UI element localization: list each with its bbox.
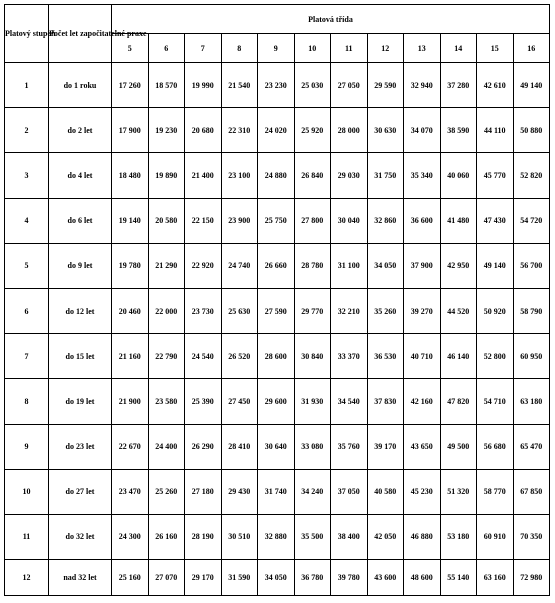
row-praxe: do 32 let (49, 514, 112, 559)
salary-cell: 19 780 (112, 243, 149, 288)
salary-cell: 47 820 (440, 379, 477, 424)
salary-cell: 21 160 (112, 334, 149, 379)
salary-cell: 23 580 (148, 379, 185, 424)
table-row (5, 153, 550, 198)
row-stupen: 10 (5, 469, 49, 514)
salary-cell: 58 790 (513, 288, 550, 333)
class-header: 11 (331, 34, 368, 63)
salary-cell: 26 160 (148, 514, 185, 559)
salary-cell: 42 610 (477, 63, 514, 108)
salary-cell: 32 940 (404, 63, 441, 108)
row-stupen: 12 (5, 560, 49, 596)
row-praxe: do 23 let (49, 424, 112, 469)
salary-cell: 25 920 (294, 108, 331, 153)
salary-cell: 38 590 (440, 108, 477, 153)
row-praxe: do 27 let (49, 469, 112, 514)
salary-cell: 25 030 (294, 63, 331, 108)
row-praxe: do 6 let (49, 198, 112, 243)
salary-cell: 32 210 (331, 288, 368, 333)
salary-cell: 48 600 (404, 560, 441, 596)
salary-cell: 21 400 (185, 153, 222, 198)
row-stupen: 9 (5, 424, 49, 469)
class-header: 8 (221, 34, 258, 63)
salary-cell: 18 570 (148, 63, 185, 108)
salary-cell: 67 850 (513, 469, 550, 514)
salary-cell: 54 710 (477, 379, 514, 424)
salary-cell: 39 170 (367, 424, 404, 469)
salary-cell: 35 340 (404, 153, 441, 198)
salary-cell: 21 540 (221, 63, 258, 108)
salary-cell: 27 450 (221, 379, 258, 424)
salary-cell: 35 500 (294, 514, 331, 559)
salary-cell: 28 410 (221, 424, 258, 469)
table-row (5, 243, 550, 288)
row-stupen: 1 (5, 63, 49, 108)
row-stupen: 6 (5, 288, 49, 333)
salary-cell: 26 660 (258, 243, 295, 288)
salary-cell: 44 520 (440, 288, 477, 333)
salary-cell: 33 370 (331, 334, 368, 379)
salary-cell: 24 880 (258, 153, 295, 198)
salary-cell: 37 050 (331, 469, 368, 514)
salary-cell: 20 460 (112, 288, 149, 333)
salary-cell: 44 110 (477, 108, 514, 153)
class-header: 10 (294, 34, 331, 63)
row-stupen: 5 (5, 243, 49, 288)
salary-cell: 34 540 (331, 379, 368, 424)
salary-cell: 30 630 (367, 108, 404, 153)
salary-cell: 19 140 (112, 198, 149, 243)
salary-cell: 26 840 (294, 153, 331, 198)
salary-cell: 51 320 (440, 469, 477, 514)
salary-cell: 34 050 (367, 243, 404, 288)
salary-cell: 22 920 (185, 243, 222, 288)
salary-cell: 36 600 (404, 198, 441, 243)
table-row (5, 108, 550, 153)
salary-cell: 25 750 (258, 198, 295, 243)
table-row (5, 469, 550, 514)
salary-cell: 41 480 (440, 198, 477, 243)
class-header: 15 (477, 34, 514, 63)
salary-cell: 29 590 (367, 63, 404, 108)
salary-cell: 27 800 (294, 198, 331, 243)
row-praxe: do 4 let (49, 153, 112, 198)
class-header: 7 (185, 34, 222, 63)
salary-cell: 39 270 (404, 288, 441, 333)
salary-cell: 30 510 (221, 514, 258, 559)
salary-cell: 32 860 (367, 198, 404, 243)
salary-cell: 36 780 (294, 560, 331, 596)
header-stupen: Platový stupeň (5, 5, 49, 63)
table-row (5, 514, 550, 559)
salary-cell: 19 990 (185, 63, 222, 108)
salary-cell: 22 310 (221, 108, 258, 153)
row-stupen: 2 (5, 108, 49, 153)
salary-cell: 31 930 (294, 379, 331, 424)
salary-cell: 21 900 (112, 379, 149, 424)
salary-cell: 28 600 (258, 334, 295, 379)
salary-cell: 42 950 (440, 243, 477, 288)
salary-cell: 25 160 (112, 560, 149, 596)
salary-cell: 34 070 (404, 108, 441, 153)
salary-cell: 26 520 (221, 334, 258, 379)
salary-cell: 27 050 (331, 63, 368, 108)
salary-cell: 27 590 (258, 288, 295, 333)
salary-cell: 43 650 (404, 424, 441, 469)
salary-cell: 40 580 (367, 469, 404, 514)
salary-cell: 72 980 (513, 560, 550, 596)
row-praxe: nad 32 let (49, 560, 112, 596)
class-header: 13 (404, 34, 441, 63)
header-trida: Platová třída (112, 5, 550, 34)
salary-cell: 22 790 (148, 334, 185, 379)
salary-cell: 23 730 (185, 288, 222, 333)
row-praxe: do 9 let (49, 243, 112, 288)
salary-cell: 34 050 (258, 560, 295, 596)
salary-cell: 24 300 (112, 514, 149, 559)
row-praxe: do 12 let (49, 288, 112, 333)
class-header: 16 (513, 34, 550, 63)
row-stupen: 4 (5, 198, 49, 243)
salary-cell: 20 580 (148, 198, 185, 243)
salary-cell: 30 040 (331, 198, 368, 243)
salary-cell: 30 840 (294, 334, 331, 379)
salary-cell: 36 530 (367, 334, 404, 379)
salary-cell: 54 720 (513, 198, 550, 243)
salary-cell: 52 820 (513, 153, 550, 198)
salary-cell: 43 600 (367, 560, 404, 596)
salary-cell: 42 050 (367, 514, 404, 559)
salary-cell: 19 230 (148, 108, 185, 153)
salary-cell: 26 290 (185, 424, 222, 469)
salary-cell: 56 680 (477, 424, 514, 469)
salary-cell: 70 350 (513, 514, 550, 559)
salary-cell: 29 600 (258, 379, 295, 424)
salary-cell: 31 100 (331, 243, 368, 288)
row-praxe: do 2 let (49, 108, 112, 153)
table-row (5, 288, 550, 333)
salary-cell: 40 060 (440, 153, 477, 198)
table-row (5, 560, 550, 596)
table-row (5, 424, 550, 469)
salary-cell: 22 150 (185, 198, 222, 243)
salary-cell: 20 680 (185, 108, 222, 153)
row-praxe: do 19 let (49, 379, 112, 424)
salary-cell: 29 430 (221, 469, 258, 514)
salary-cell: 29 170 (185, 560, 222, 596)
salary-cell: 32 880 (258, 514, 295, 559)
header-praxe: Počet let započitatelné praxe (49, 5, 112, 63)
salary-cell: 18 480 (112, 153, 149, 198)
class-header: 12 (367, 34, 404, 63)
salary-cell: 39 780 (331, 560, 368, 596)
salary-cell: 17 260 (112, 63, 149, 108)
salary-cell: 42 160 (404, 379, 441, 424)
salary-cell: 49 140 (513, 63, 550, 108)
salary-cell: 60 950 (513, 334, 550, 379)
salary-cell: 27 180 (185, 469, 222, 514)
salary-cell: 47 430 (477, 198, 514, 243)
salary-cell: 37 900 (404, 243, 441, 288)
salary-cell: 23 230 (258, 63, 295, 108)
salary-cell: 22 000 (148, 288, 185, 333)
salary-cell: 49 500 (440, 424, 477, 469)
table-row (5, 63, 550, 108)
salary-cell: 21 290 (148, 243, 185, 288)
salary-cell: 25 260 (148, 469, 185, 514)
table-row (5, 379, 550, 424)
row-praxe: do 1 roku (49, 63, 112, 108)
table-row (5, 198, 550, 243)
class-header: 5 (112, 34, 149, 63)
salary-table (4, 4, 550, 596)
row-stupen: 7 (5, 334, 49, 379)
row-praxe: do 15 let (49, 334, 112, 379)
salary-cell: 63 160 (477, 560, 514, 596)
salary-cell: 28 190 (185, 514, 222, 559)
salary-cell: 63 180 (513, 379, 550, 424)
class-header: 9 (258, 34, 295, 63)
salary-cell: 46 140 (440, 334, 477, 379)
salary-cell: 29 030 (331, 153, 368, 198)
salary-cell: 38 400 (331, 514, 368, 559)
salary-cell: 23 470 (112, 469, 149, 514)
table-row (5, 334, 550, 379)
class-header: 14 (440, 34, 477, 63)
salary-cell: 50 920 (477, 288, 514, 333)
salary-cell: 28 000 (331, 108, 368, 153)
salary-cell: 23 100 (221, 153, 258, 198)
salary-cell: 37 830 (367, 379, 404, 424)
salary-cell: 27 070 (148, 560, 185, 596)
salary-cell: 24 400 (148, 424, 185, 469)
salary-cell: 24 540 (185, 334, 222, 379)
salary-cell: 29 770 (294, 288, 331, 333)
row-stupen: 8 (5, 379, 49, 424)
salary-cell: 45 230 (404, 469, 441, 514)
salary-cell: 24 740 (221, 243, 258, 288)
salary-cell: 23 900 (221, 198, 258, 243)
table-body (5, 63, 550, 596)
salary-cell: 55 140 (440, 560, 477, 596)
row-stupen: 3 (5, 153, 49, 198)
salary-cell: 45 770 (477, 153, 514, 198)
salary-cell: 25 390 (185, 379, 222, 424)
salary-cell: 53 180 (440, 514, 477, 559)
salary-cell: 31 740 (258, 469, 295, 514)
salary-cell: 50 880 (513, 108, 550, 153)
salary-cell: 28 780 (294, 243, 331, 288)
salary-cell: 49 140 (477, 243, 514, 288)
salary-cell: 34 240 (294, 469, 331, 514)
salary-cell: 46 880 (404, 514, 441, 559)
salary-cell: 19 890 (148, 153, 185, 198)
salary-cell: 35 760 (331, 424, 368, 469)
salary-cell: 65 470 (513, 424, 550, 469)
salary-cell: 24 020 (258, 108, 295, 153)
salary-cell: 60 910 (477, 514, 514, 559)
salary-cell: 17 900 (112, 108, 149, 153)
salary-cell: 56 700 (513, 243, 550, 288)
salary-cell: 33 080 (294, 424, 331, 469)
salary-cell: 40 710 (404, 334, 441, 379)
class-header: 6 (148, 34, 185, 63)
salary-cell: 35 260 (367, 288, 404, 333)
salary-cell: 30 640 (258, 424, 295, 469)
salary-cell: 37 280 (440, 63, 477, 108)
salary-cell: 31 590 (221, 560, 258, 596)
header-row-top (5, 5, 550, 34)
salary-cell: 22 670 (112, 424, 149, 469)
salary-cell: 58 770 (477, 469, 514, 514)
salary-cell: 52 800 (477, 334, 514, 379)
salary-cell: 31 750 (367, 153, 404, 198)
row-stupen: 11 (5, 514, 49, 559)
salary-cell: 25 630 (221, 288, 258, 333)
